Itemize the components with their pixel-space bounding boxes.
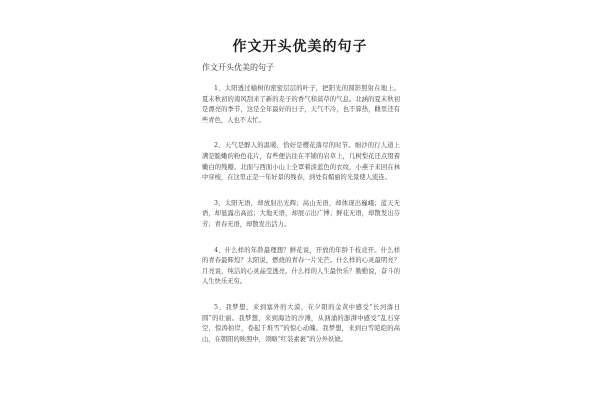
paragraph-text: 4、什么样的年龄最理想？鲜花说，开放的年龄千枝竞开。什么样的青春最辉煌？太阳说，燃烧的青春一片光芒。什么样的心灵最明亮？月亮说，纯洁的心灵晶莹透亮。什么样的人生最快乐？勤勤说，奋斗的人生快乐无穷。	[202, 246, 400, 286]
paragraph-text: 1、太阳透过榆树的密密层层的叶子，把阳光的圆影照射在地上。夏末秋初的南风刮来了新的麦子的香气和蒿草的气息。北涵的夏末秋初是漂亮的季节，这是全年最好的日子，天气不冷，也不算热，雌里还有些青色，人也不太忙。	[202, 85, 400, 124]
paragraph-1	[202, 84, 400, 126]
paragraph-2	[202, 141, 400, 183]
document-subtitle: 作文开头优美的句子	[202, 63, 274, 72]
paragraph-5	[202, 303, 400, 345]
document-body	[202, 84, 400, 360]
paragraph-4	[202, 246, 400, 288]
document-title: 作文开头优美的句子	[232, 39, 368, 55]
paragraph-text: 3、太阳无语，却放射出光辉；高山无语，却体现出巍峨；蓝天无语，却显露出高远；大地无语，却展示出广博；鲜花无语，却散发出芬芳；青春无语，却散发出活力。	[202, 199, 400, 228]
paragraph-3	[202, 199, 400, 231]
paragraph-text: 2、天气是醉人的温暖，恰好是樱花落尽的时节。细沙的行人道上满是脆嫩的粉色花片，有些便沾往在平铺的岩草上，几树梨花还点缀着嫩白的残瓣。北面与西面小山上全罩着淡蓝色的衣纹，小燕子来回在林中穿梭，在这里正是一年好景的残春，到处有媚丽的光景使人流连。	[202, 142, 400, 182]
paragraph-text: 5、我梦想，来到塞外的大漠，在夕阳的金黄中感受“长河落日圆”的壮丽。我梦想，来到海边的沙滩，从汹涌的澎湃中感受“乱石穿空，惊涛拍岸，卷起千堆雪”的惊心动魄。我梦想，来到白雪皑皑的高山，在朝阳的映照中，领略“红装素裹”的分外妖娆。	[202, 303, 400, 343]
